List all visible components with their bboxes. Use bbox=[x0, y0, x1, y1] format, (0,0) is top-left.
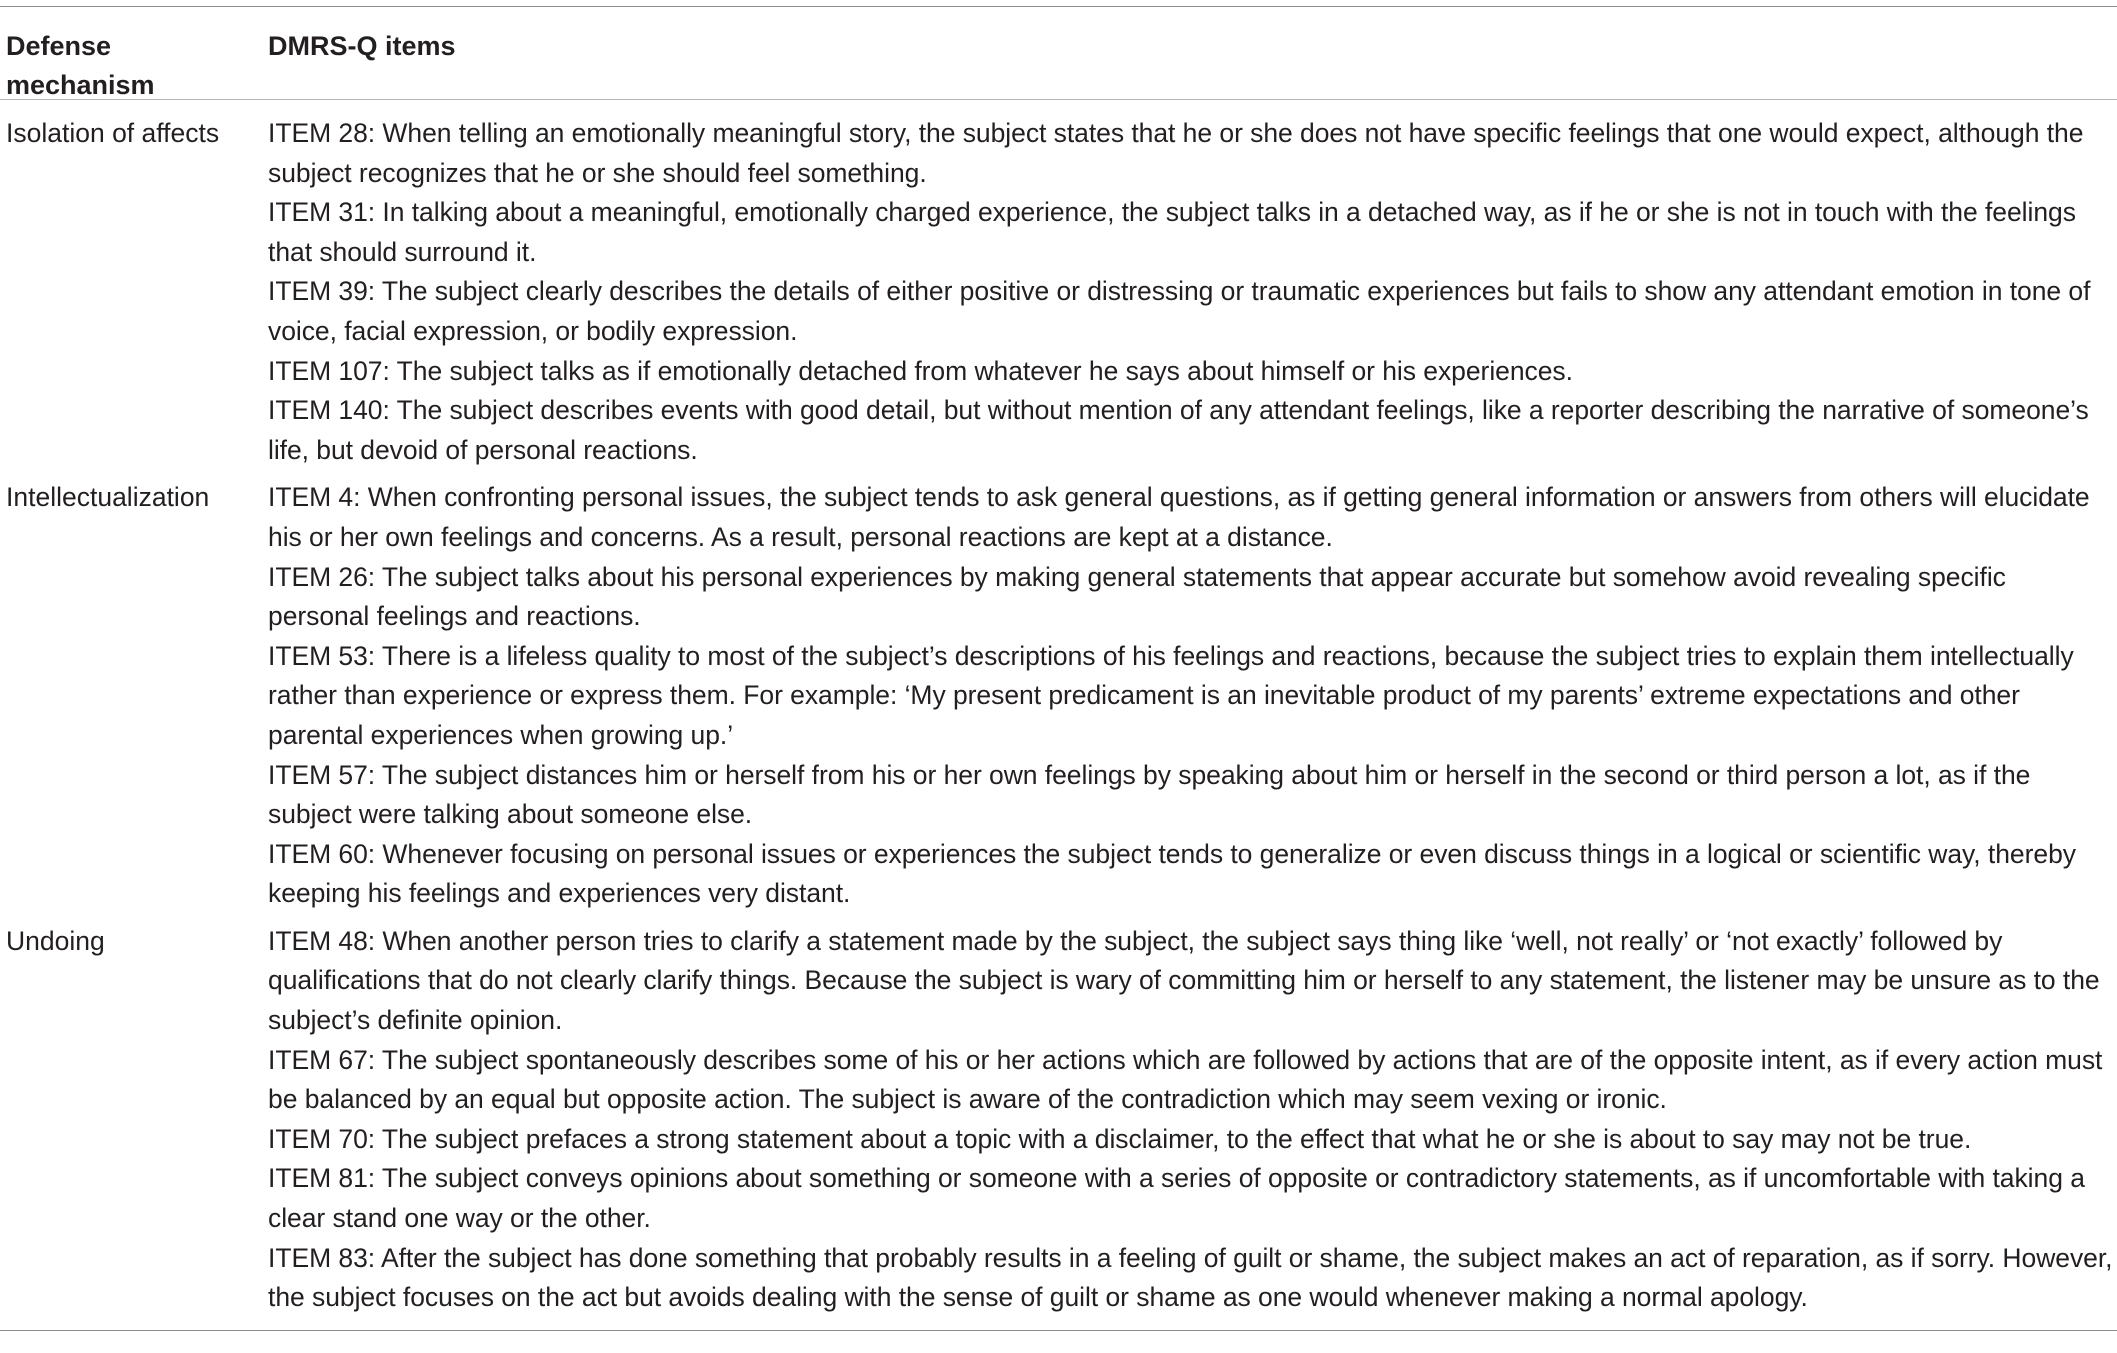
items-cell bbox=[268, 114, 2117, 470]
dmrs-item: ITEM 83: After the subject has done something that probably results in a feeling of guilt or shame, the subject makes an act of reparation, as if sorry. However, the subject focuses on the act but avoids dealing with the sense of guilt or shame as one would whenever making a normal apology. bbox=[268, 1242, 2113, 1313]
table-header-row bbox=[0, 7, 2117, 99]
mechanism-cell bbox=[0, 478, 268, 914]
dmrs-item: ITEM 81: The subject conveys opinions about something or someone with a series of opposite or contradictory statements, as if uncomfortable with taking a clear stand one way or the other. bbox=[268, 1163, 2085, 1234]
dmrs-item: ITEM 28: When telling an emotionally meaningful story, the subject states that he or she does not have specific feelings that one would expect, although the subject recognizes that he or she should feel something. bbox=[268, 118, 2084, 188]
bottom-rule bbox=[0, 1330, 2117, 1331]
header-items-label: DMRS-Q items bbox=[268, 31, 456, 61]
mechanism-label: Undoing bbox=[6, 925, 105, 956]
dmrs-item: ITEM 26: The subject talks about his personal experiences by making general statements that appear accurate but somehow avoid revealing specific personal feelings and reactions. bbox=[268, 561, 2006, 632]
header-cell-items bbox=[268, 27, 2117, 99]
items-cell bbox=[268, 922, 2117, 1318]
table-row-intellectualization bbox=[0, 478, 2117, 922]
dmrs-item: ITEM 67: The subject spontaneously describes some of his or her actions which are followed by actions that are of the opposite intent, as if every action must be balanced by an equal but opposite action. The subject is aware of the contradiction which may seem vexing or ironic. bbox=[268, 1044, 2103, 1115]
mechanism-label: Isolation of affects bbox=[6, 118, 220, 148]
header-mechanism-label: Defense mechanism bbox=[6, 31, 155, 100]
dmrs-item: ITEM 140: The subject describes events with good detail, but without mention of any attendant feelings, like a reporter describing the narrative of someone’s life, but devoid of personal reactions. bbox=[268, 395, 2089, 465]
dmrs-item: ITEM 60: Whenever focusing on personal issues or experiences the subject tends to generalize or even discuss things in a logical or scientific way, thereby keeping his feelings and experiences very distant. bbox=[268, 838, 2076, 909]
dmrs-item: ITEM 57: The subject distances him or herself from his or her own feelings by speaking about him or herself in the second or third person a lot, as if the subject were talking about someone else. bbox=[268, 759, 2031, 830]
dmrs-item: ITEM 70: The subject prefaces a strong statement about a topic with a disclaimer, to the effect that what he or she is about to say may not be true. bbox=[268, 1123, 1972, 1154]
table-row-isolation-of-affects bbox=[0, 100, 2117, 478]
items-cell bbox=[268, 478, 2117, 914]
mechanism-label: Intellectualization bbox=[6, 482, 210, 513]
dmrs-item: ITEM 48: When another person tries to clarify a statement made by the subject, the subject says thing like ‘well, not really’ or ‘not exactly’ followed by qualifications that do not clearly clarify things. Because the subject is wary of committing him or herself to any statement, the listener may be unsure as to the subject’s definite opinion. bbox=[268, 925, 2100, 1036]
defense-mechanism-table bbox=[0, 6, 2117, 1331]
header-cell-mechanism bbox=[0, 27, 268, 99]
dmrs-item: ITEM 4: When confronting personal issues, the subject tends to ask general questions, as if getting general information or answers from others will elucidate his or her own feelings and concerns. As a result, personal reactions are kept at a distance. bbox=[268, 482, 2090, 552]
mechanism-cell bbox=[0, 114, 268, 470]
dmrs-item: ITEM 53: There is a lifeless quality to most of the subject’s descriptions of his feelings and reactions, because the subject tries to explain them intellectually rather than experience or express them. For example: ‘My present predicament is an inevitable product of my parents’ extreme expectations and other parental experiences when growing up.’ bbox=[268, 640, 2074, 750]
dmrs-item: ITEM 107: The subject talks as if emotionally detached from whatever he says about himself or his experiences. bbox=[268, 355, 1573, 386]
table-row-undoing bbox=[0, 922, 2117, 1330]
dmrs-item: ITEM 31: In talking about a meaningful, emotionally charged experience, the subject talks in a detached way, as if he or she is not in touch with the feelings that should surround it. bbox=[268, 197, 2076, 267]
dmrs-item: ITEM 39: The subject clearly describes the details of either positive or distressing or traumatic experiences but fails to show any attendant emotion in tone of voice, facial expression, or bodily expression. bbox=[268, 276, 2091, 346]
mechanism-cell bbox=[0, 922, 268, 1318]
